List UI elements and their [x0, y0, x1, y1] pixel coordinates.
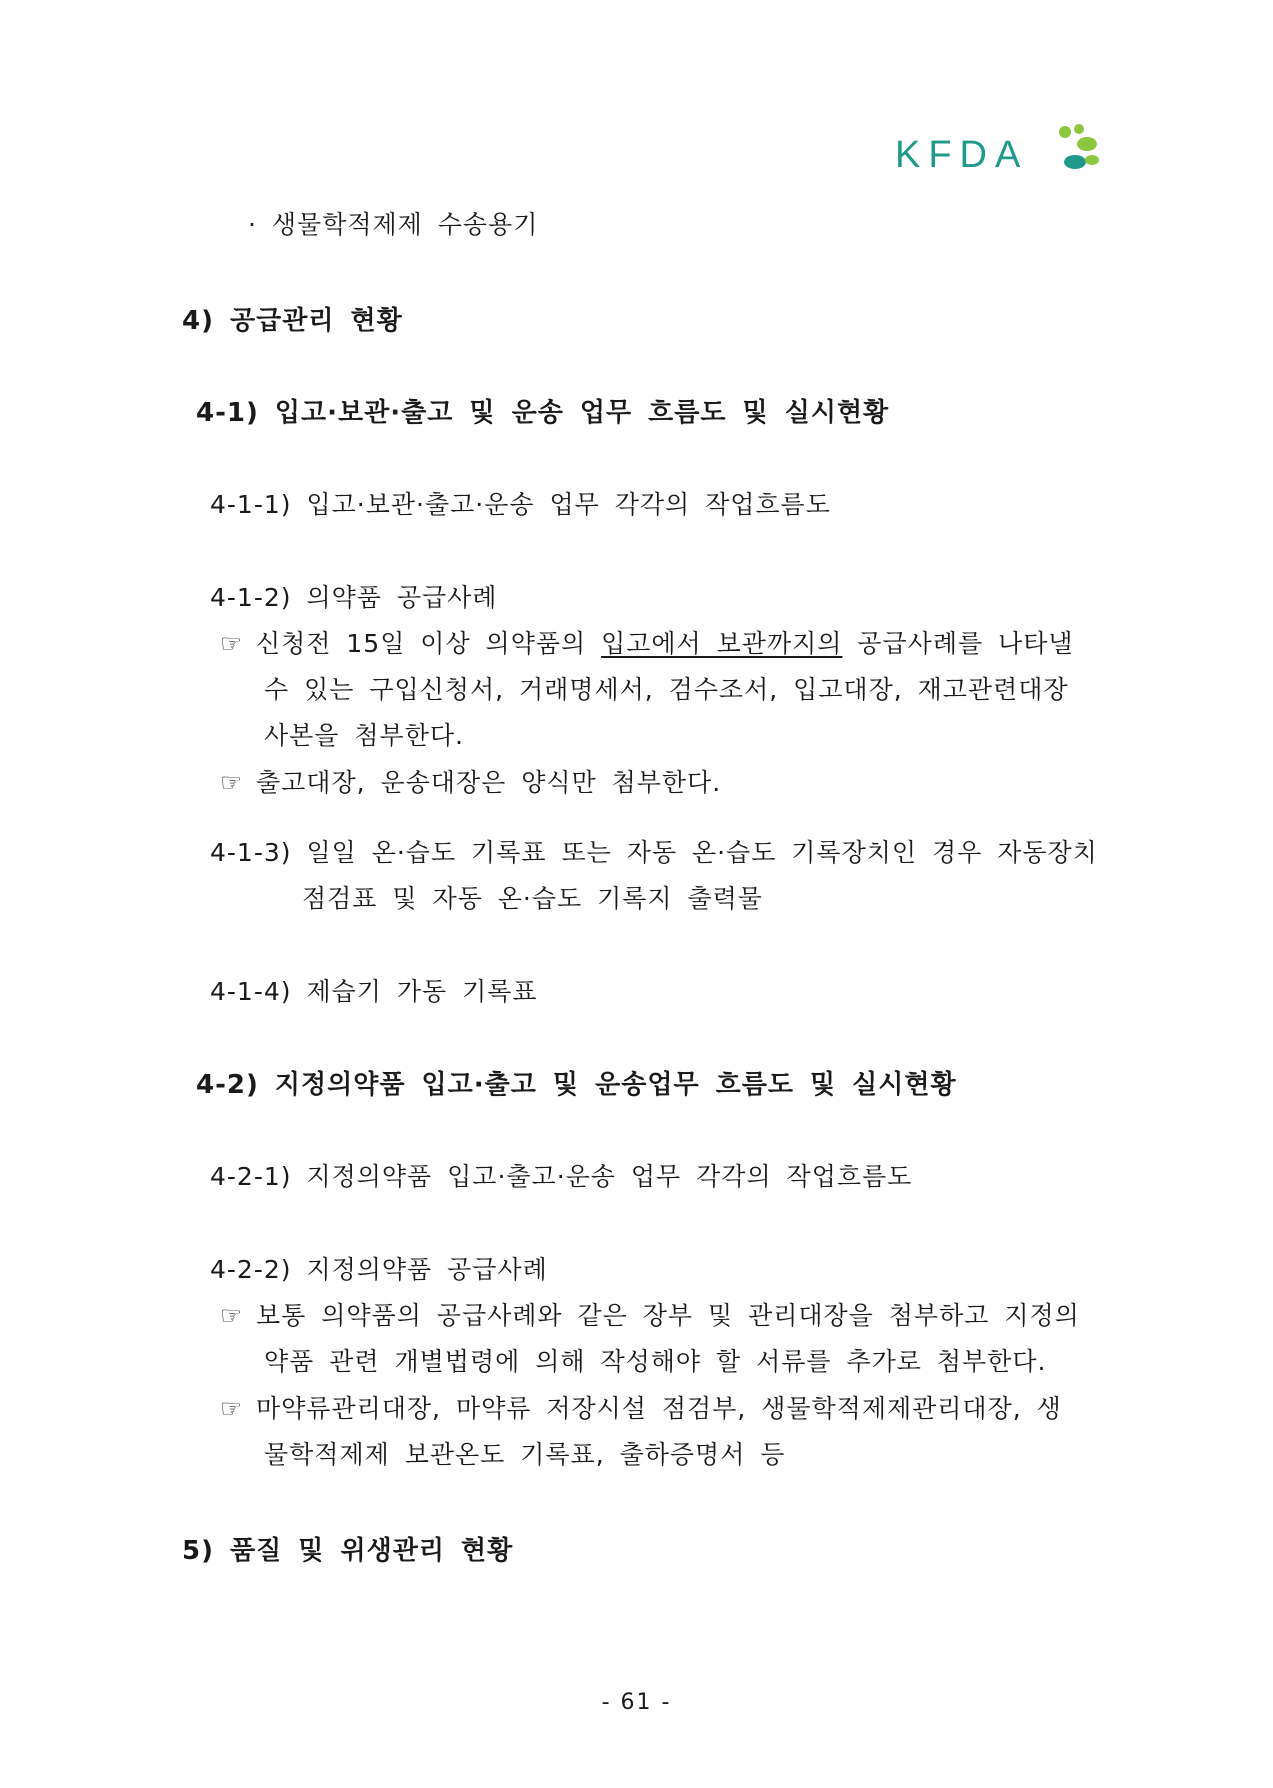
- item-heading-continuation: 점검표 및 자동 온·습도 기록지 출력물: [302, 884, 763, 913]
- logo-bubbles-icon: [895, 122, 1105, 180]
- item-heading: 4-1-3) 일일 온·습도 기록표 또는 자동 온·습도 기록장치인 경우 자동장치: [210, 838, 1098, 867]
- bullet-paragraph-line: [220, 1389, 1062, 1425]
- pointing-hand-icon: ☞: [220, 629, 244, 658]
- section-heading: 4) 공급관리 현황: [182, 306, 403, 336]
- item-heading: 4-1-1) 입고·보관·출고·운송 업무 각각의 작업흐름도: [210, 490, 831, 519]
- section-heading: 5) 품질 및 위생관리 현황: [182, 1536, 514, 1566]
- paragraph-line: 약품 관련 개별법령에 의해 작성해야 할 서류를 추가로 첨부한다.: [264, 1347, 1047, 1376]
- bullet-paragraph-line: [220, 763, 721, 799]
- text-run: 공급사례를 나타낼: [842, 629, 1074, 658]
- text-run: 신청전 15일 이상 의약품의: [256, 629, 602, 658]
- bullet-line: · 생물학적제제 수송용기: [248, 210, 539, 239]
- logo-text: KFDA: [895, 134, 1029, 176]
- item-heading: 4-2-2) 지정의약품 공급사례: [210, 1255, 548, 1284]
- item-heading: 4-2-1) 지정의약품 입고·출고·운송 업무 각각의 작업흐름도: [210, 1162, 913, 1191]
- underlined-text: 입고에서 보관까지의: [601, 629, 843, 658]
- paragraph-line: 사본을 첨부한다.: [264, 721, 464, 750]
- pointing-hand-icon: ☞: [220, 768, 244, 797]
- text-run: 보통 의약품의 공급사례와 같은 장부 및 관리대장을 첨부하고 지정의: [256, 1301, 1080, 1330]
- pointing-hand-icon: ☞: [220, 1394, 244, 1423]
- paragraph-line: 물학적제제 보관온도 기록표, 출하증명서 등: [264, 1440, 786, 1469]
- kfda-logo: [895, 122, 1105, 180]
- pointing-hand-icon: ☞: [220, 1301, 244, 1330]
- subsection-heading: 4-1) 입고·보관·출고 및 운송 업무 흐름도 및 실시현황: [196, 398, 890, 428]
- bullet-paragraph-line: [220, 624, 1100, 660]
- item-heading: 4-1-4) 제습기 가동 기록표: [210, 977, 538, 1006]
- text-run: 마약류관리대장, 마약류 저장시설 점검부, 생물학적제제관리대장, 생: [256, 1394, 1062, 1423]
- paragraph-line: 수 있는 구입신청서, 거래명세서, 검수조서, 입고대장, 재고관련대장: [264, 675, 1069, 704]
- text-run: 출고대장, 운송대장은 양식만 첨부한다.: [256, 768, 722, 797]
- page-number: - 61 -: [601, 1690, 672, 1715]
- bullet-paragraph-line: [220, 1296, 1080, 1332]
- subsection-heading: 4-2) 지정의약품 입고·출고 및 운송업무 흐름도 및 실시현황: [196, 1070, 957, 1100]
- item-heading: 4-1-2) 의약품 공급사례: [210, 583, 498, 612]
